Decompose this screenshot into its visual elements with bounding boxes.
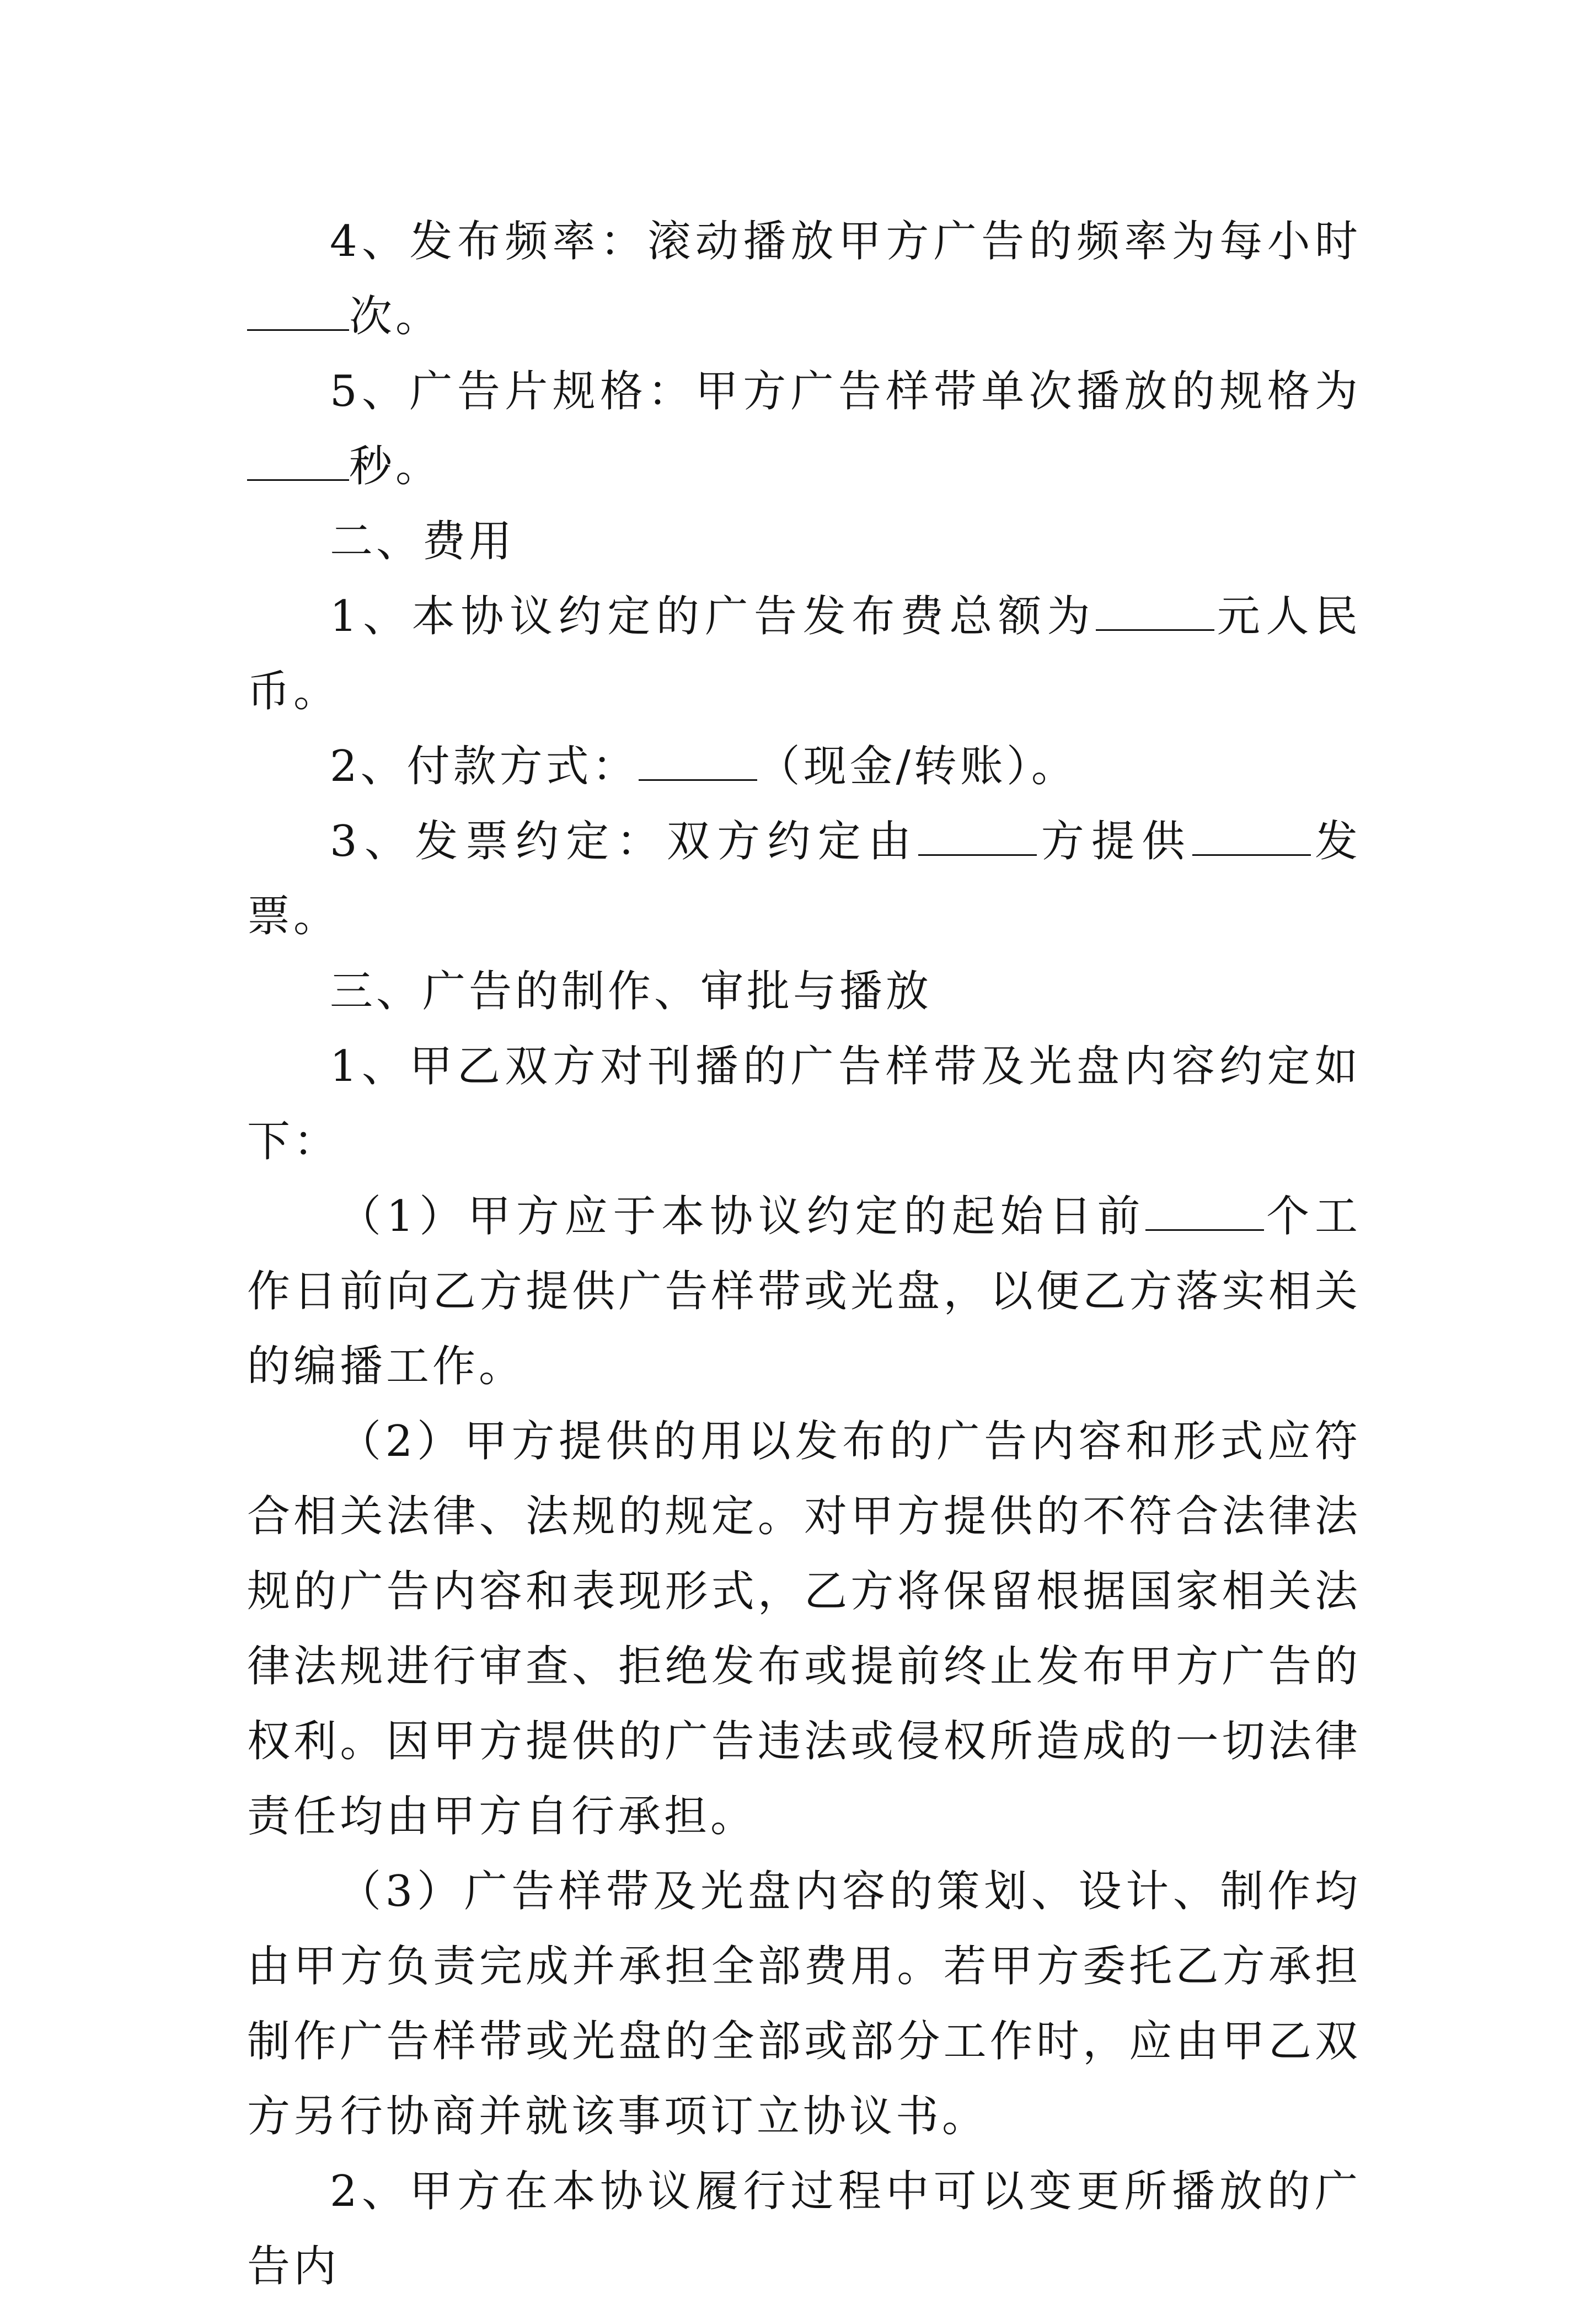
paragraph-item-2: （2）甲方提供的用以发布的广告内容和形式应符合相关法律、法规的规定。对甲方提供的不符合法律法规的广告内容和表现形式，乙方将保留根据国家相关法律法规进行审查、拒绝发布或提前终止发布甲方广告的权利。因甲方提供的广告违法或侵权所造成的一切法律责任均由甲方自行承担。: [247, 1417, 1361, 1841]
invoice-end: 发票。: [247, 817, 1361, 941]
item-1-rest: 个工作日前向乙方提供广告样带或光盘，以便乙方落实相关的编播工作。: [247, 1192, 1361, 1391]
payment-text: 2、付款方式：: [330, 742, 639, 791]
spec-text: 5、广告片规格：甲方广告样带单次播放的规格为: [330, 367, 1361, 416]
paragraph-total-fee: [247, 579, 1361, 729]
paragraph-payment: [247, 729, 1361, 804]
invoice-type-blank: [1192, 816, 1311, 856]
frequency-unit: 次。: [349, 292, 442, 341]
paragraph-frequency: [247, 204, 1361, 354]
paragraph-item-1: [247, 1179, 1361, 1404]
frequency-blank: [247, 291, 349, 331]
section-heading-fees: 二、费用: [330, 517, 516, 566]
paragraph-change-content: 2、甲方在本协议履行过程中可以变更所播放的广告内: [247, 2167, 1361, 2291]
invoice-text: 3、发票约定：双方约定由: [330, 817, 919, 866]
paragraph-item-3: （3）广告样带及光盘内容的策划、设计、制作均由甲方负责完成并承担全部费用。若甲方委托乙方承担制作广告样带或光盘的全部或部分工作时，应由甲乙双方另行协商并就该事项订立协议书。: [247, 1867, 1361, 2141]
item-1-text: （1）甲方应于本协议约定的起始日前: [338, 1192, 1146, 1241]
spec-blank: [247, 441, 349, 481]
paragraph-invoice: [247, 804, 1361, 954]
total-fee-unit: 元人民币。: [247, 592, 1361, 716]
section-heading-production: 三、广告的制作、审批与播放: [330, 967, 933, 1016]
invoice-middle: 方提供: [1037, 817, 1192, 866]
spec-unit: 秒。: [349, 442, 442, 491]
workdays-blank: [1145, 1191, 1264, 1231]
total-fee-blank: [1096, 591, 1214, 631]
document-body: [247, 204, 1361, 2304]
invoice-party-blank: [918, 816, 1037, 856]
payment-blank: [639, 741, 757, 781]
total-fee-text: 1、本协议约定的广告发布费总额为: [330, 592, 1096, 641]
paragraph-spec: [247, 354, 1361, 504]
frequency-text: 4、发布频率：滚动播放甲方广告的频率为每小时: [330, 217, 1361, 266]
payment-options: （现金/转账）。: [757, 742, 1078, 791]
paragraph-content-agreement: 1、甲乙双方对刊播的广告样带及光盘内容约定如下：: [247, 1042, 1361, 1166]
